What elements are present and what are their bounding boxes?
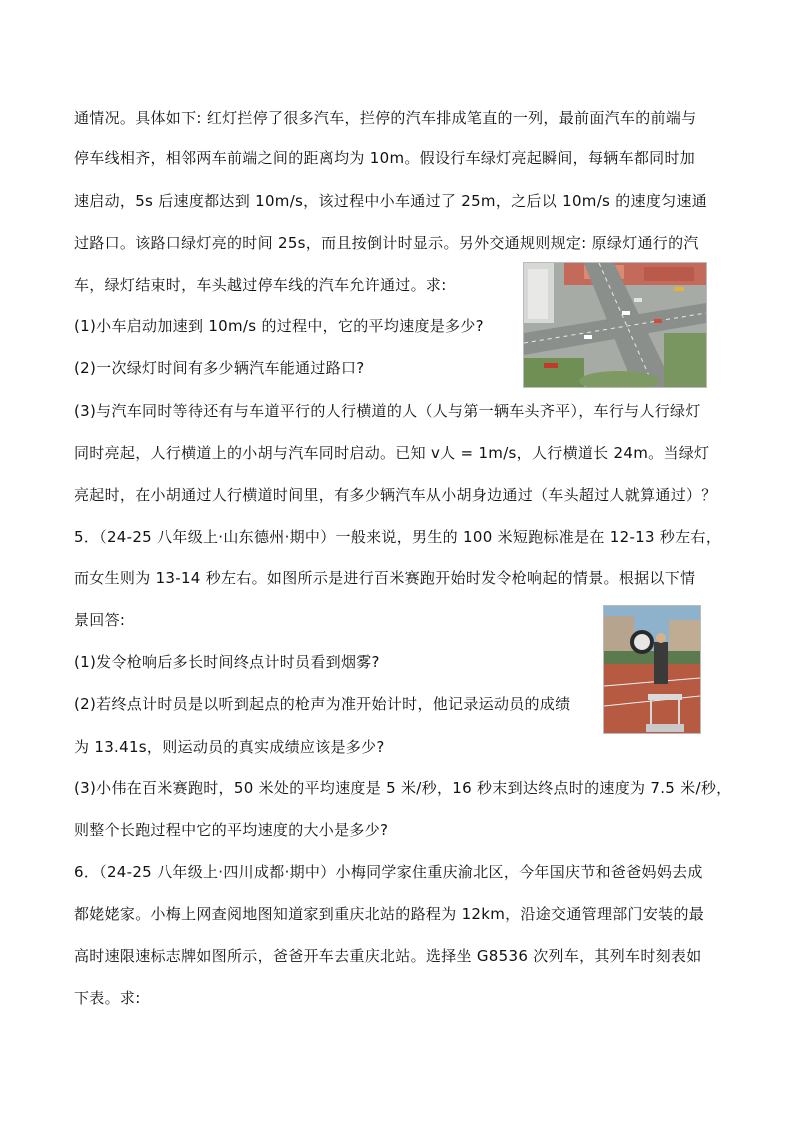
question-line: (1)小车启动加速到 10m/s 的过程中，它的平均速度是多少? — [74, 317, 484, 335]
question-line: (2)一次绿灯时间有多少辆汽车能通过路口? — [74, 359, 365, 377]
intersection-photo-image — [524, 263, 706, 387]
paragraph-line: 过路口。该路口绿灯亮的时间 25s，而且按倒计时显示。另外交通规则规定: 原绿灯通行的汽 — [74, 234, 699, 252]
sprint-start-photo-image — [604, 606, 700, 733]
paragraph-line: 而女生则为 13-14 秒左右。如图所示是进行百米赛跑开始时发令枪响起的情景。根据以下情 — [74, 569, 696, 587]
paragraph-line: 下表。求: — [74, 989, 141, 1007]
paragraph-line: 车，绿灯结束时，车头越过停车线的汽车允许通过。求: — [74, 276, 447, 294]
paragraph-line: 高时速限速标志牌如图所示，爸爸开车去重庆北站。选择坐 G8536 次列车，其列车时刻表如 — [74, 947, 702, 965]
paragraph-line: 都姥姥家。小梅上网查阅地图知道家到重庆北站的路程为 12km，沿途交通管理部门安装的最 — [74, 905, 705, 923]
question-line: 同时亮起，人行横道上的小胡与汽车同时启动。已知 v人 = 1m/s，人行横道长 24m。当绿灯 — [74, 444, 710, 462]
question-line: (3)小伟在百米赛跑时，50 米处的平均速度是 5 米/秒，16 秒末到达终点时的速度为 7.5 米/秒， — [74, 779, 732, 797]
sprint-start-photo — [603, 605, 701, 734]
question-line: (2)若终点计时员是以听到起点的枪声为准开始计时，他记录运动员的成绩 — [74, 695, 571, 713]
paragraph-line: 停车线相齐，相邻两车前端之间的距离均为 10m。假设行车绿灯亮起瞬间，每辆车都同时加 — [74, 149, 696, 167]
paragraph-line: 6．（24-25 八年级上·四川成都·期中）小梅同学家住重庆渝北区，今年国庆节和爸爸妈妈去成 — [74, 863, 703, 881]
paragraph-line: 5．（24-25 八年级上·山东德州·期中）一般来说，男生的 100 米短跑标准是在 12-13 秒左右， — [74, 528, 722, 546]
paragraph-line: 景回答: — [74, 611, 126, 629]
intersection-photo — [523, 262, 707, 388]
question-line: 为 13.41s，则运动员的真实成绩应该是多少? — [74, 738, 385, 756]
question-line: (1)发令枪响后多长时间终点计时员看到烟雾? — [74, 653, 380, 671]
question-line: 亮起时，在小胡通过人行横道时间里，有多少辆汽车从小胡身边通过（车头超过人就算通过）？ — [74, 486, 717, 504]
question-line: (3)与汽车同时等待还有与车道平行的人行横道的人（人与第一辆车头齐平），车行与人行绿灯 — [74, 402, 701, 420]
paragraph-line: 通情况。具体如下: 红灯拦停了很多汽车，拦停的汽车排成笔直的一列，最前面汽车的前端与 — [74, 109, 697, 127]
question-line: 则整个长跑过程中它的平均速度的大小是多少? — [74, 821, 389, 839]
paragraph-line: 速启动，5s 后速度都达到 10m/s，该过程中小车通过了 25m，之后以 10m/s 的速度匀速通 — [74, 192, 708, 210]
